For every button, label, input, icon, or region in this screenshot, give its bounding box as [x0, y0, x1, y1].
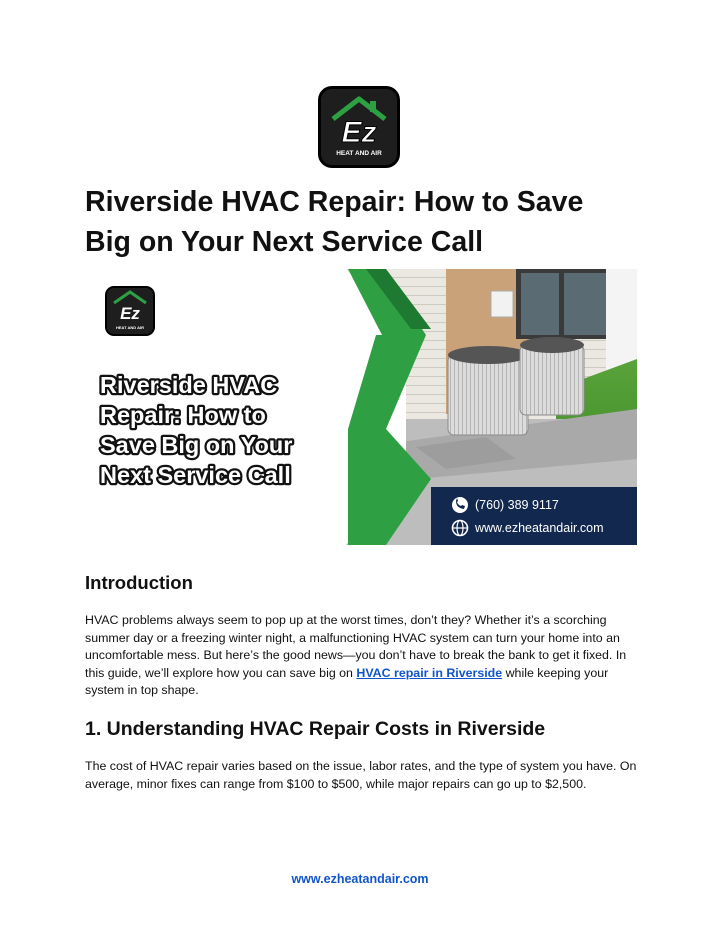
- footer-url[interactable]: www.ezheatandair.com: [291, 872, 429, 886]
- house-icon: [321, 89, 397, 165]
- page-title: [85, 182, 645, 262]
- logo-letters: Ez: [341, 116, 377, 149]
- intro-paragraph: [85, 612, 637, 700]
- banner-headline-line-1: Riverside HVAC: [100, 372, 278, 398]
- title-line-2: Big on Your Next Service Call: [85, 226, 484, 258]
- hero-banner-image: [86, 269, 637, 545]
- banner-headline-line-2: Repair: How to: [100, 402, 266, 428]
- contact-bar: [431, 487, 637, 545]
- title-line-1: Riverside HVAC Repair: How to Save: [85, 186, 584, 218]
- banner-phone: (760) 389 9117: [475, 498, 559, 512]
- banner-logo-letters: Ez: [120, 304, 140, 323]
- section-1-paragraph: The cost of HVAC repair varies based on the issue, labor rates, and the type of system you have. On average, minor fixes can range from $100 to $500, while major repairs can go up to $2,500.: [85, 759, 637, 791]
- intro-heading: Introduction: [85, 572, 193, 593]
- intro-text-before-link: HVAC problems always seem to pop up at the worst times, don’t they? Whether it’s a scorching summer day or a freezing winter night, a malfunctioning HVAC system can turn your home into an uncomfortable mess. But here’s the good news—you don’t have to break the bank to get it fixed. In this guide, we’ll explore how you can save big on: [85, 613, 627, 680]
- section-1-heading: 1. Understanding HVAC Repair Costs in Riverside: [85, 718, 546, 740]
- hvac-repair-riverside-link[interactable]: HVAC repair in Riverside: [356, 665, 503, 680]
- banner-website: www.ezheatandair.com: [475, 521, 604, 535]
- intro-text-after-link: while keeping your system in top shape.: [85, 665, 609, 697]
- banner-headline-line-4: Next Service Call: [100, 462, 291, 488]
- brand-logo: [318, 86, 400, 168]
- logo-tagline: HEAT AND AIR: [336, 150, 382, 157]
- phone-icon: [452, 497, 468, 513]
- banner-logo: [106, 287, 154, 335]
- banner-headline-line-3: Save Big on Your: [100, 432, 293, 458]
- banner-logo-tagline: HEAT AND AIR: [115, 325, 145, 330]
